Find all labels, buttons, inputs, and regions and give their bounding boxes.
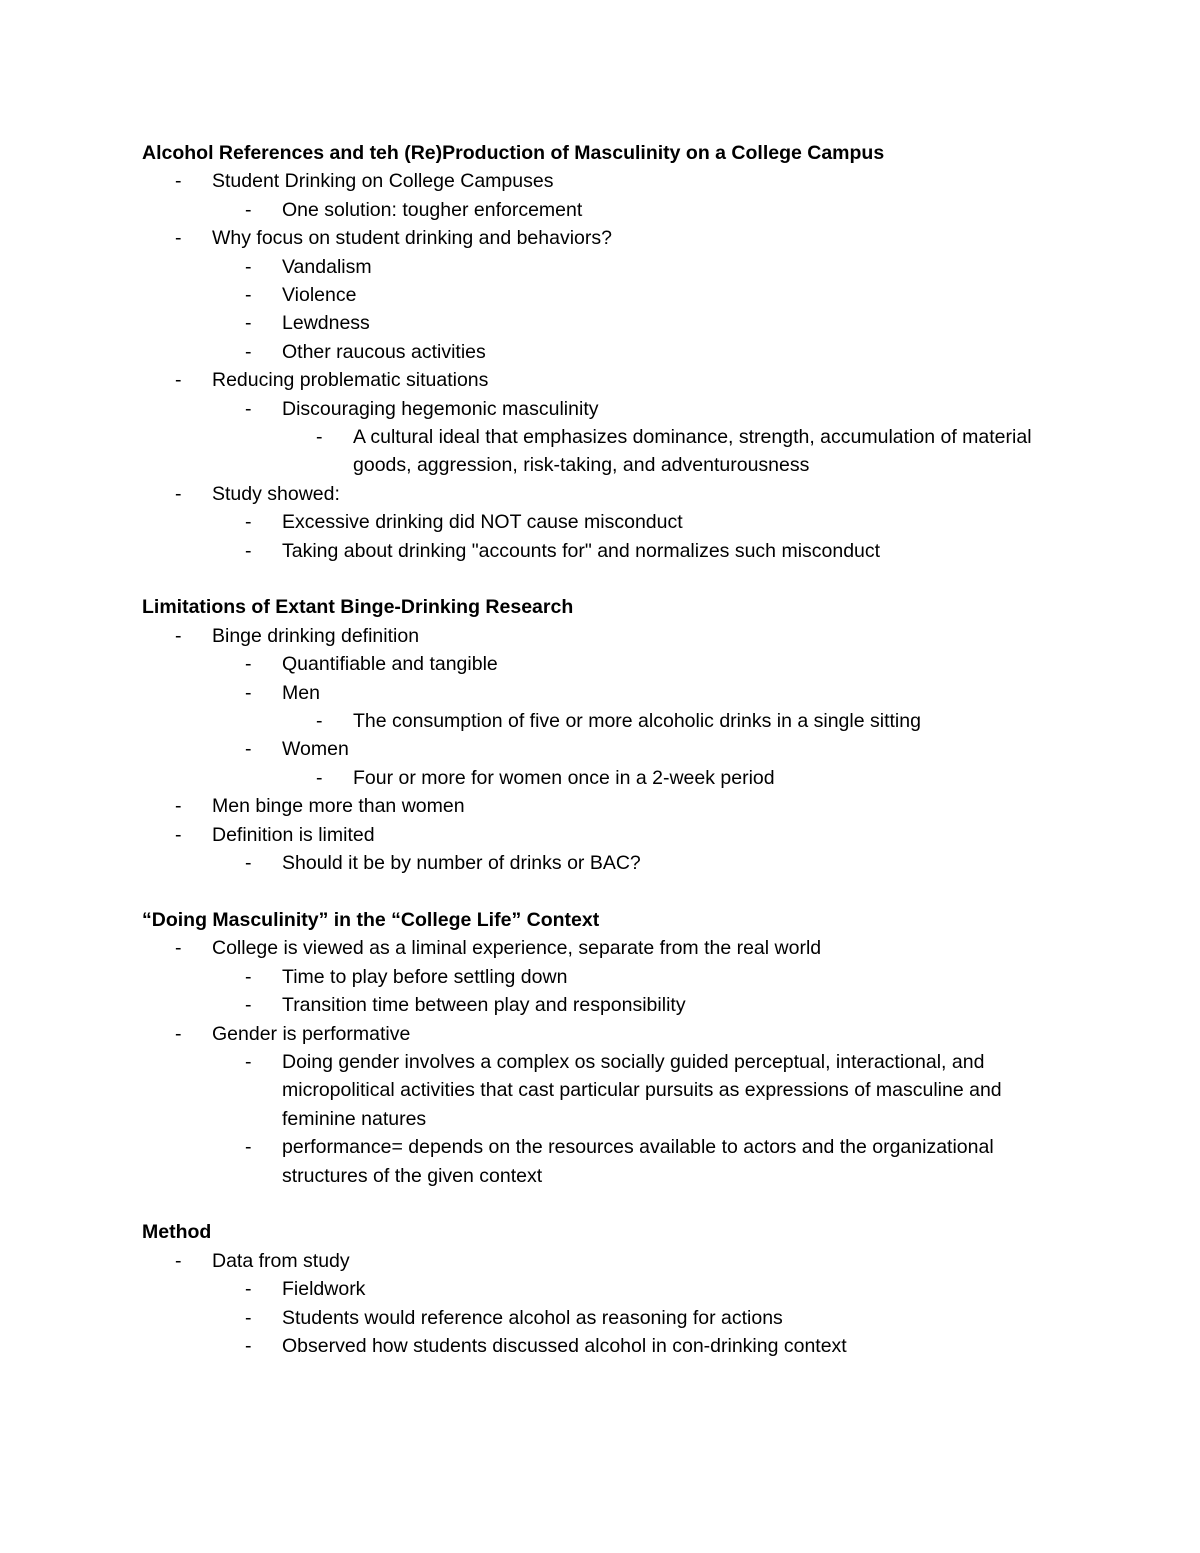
- bullet-dash: -: [245, 1334, 252, 1357]
- list-item-text: Data from study: [212, 1249, 350, 1272]
- list-item-text: Taking about drinking "accounts for" and normalizes such misconduct: [282, 539, 881, 562]
- bullet-dash: -: [245, 1050, 252, 1073]
- document-body: [142, 139, 1042, 1389]
- bullet-dash: -: [245, 965, 252, 988]
- list-item: [142, 622, 1042, 650]
- list-item: [142, 366, 1042, 394]
- bullet-dash: -: [245, 1306, 252, 1329]
- bullet-dash: -: [316, 710, 323, 733]
- list-item-text: Doing gender involves a complex os socially guided perceptual, interactional, and micropolitical activities that cast particular pursuits as expressions of masculine and feminine natures: [282, 1050, 1002, 1130]
- list-item-text: Excessive drinking did NOT cause misconduct: [282, 511, 683, 534]
- list-item: [142, 735, 1042, 763]
- bullet-dash: -: [175, 227, 182, 250]
- list-item-text: Why focus on student drinking and behaviors?: [212, 227, 612, 250]
- list-item-text: Time to play before settling down: [282, 965, 568, 988]
- list-item: [142, 167, 1042, 195]
- bullet-dash: -: [316, 426, 323, 449]
- bullet-dash: -: [245, 994, 252, 1017]
- bullet-dash: -: [175, 937, 182, 960]
- bullet-dash: -: [245, 255, 252, 278]
- list-item: [142, 1332, 1042, 1360]
- list-item: [142, 1133, 1042, 1190]
- list-item: [142, 991, 1042, 1019]
- section: [142, 906, 1042, 1190]
- list-item: [142, 1304, 1042, 1332]
- list-item: [142, 963, 1042, 991]
- list-item: [142, 849, 1042, 877]
- bullet-dash: -: [245, 738, 252, 761]
- list-item: [142, 196, 1042, 224]
- list-item-text: performance= depends on the resources available to actors and the organizational structures of the given context: [282, 1136, 994, 1187]
- section: [142, 139, 1042, 565]
- list-item: [142, 1020, 1042, 1048]
- list-item-text: Other raucous activities: [282, 340, 486, 363]
- bullet-dash: -: [245, 397, 252, 420]
- bullet-dash: -: [245, 511, 252, 534]
- list-item-text: Lewdness: [282, 312, 370, 335]
- section: [142, 593, 1042, 877]
- bullet-dash: -: [245, 284, 252, 307]
- list-item: [142, 253, 1042, 281]
- list-item-text: Binge drinking definition: [212, 624, 420, 647]
- list-item: [142, 707, 1042, 735]
- list-item-text: Vandalism: [282, 255, 372, 278]
- list-item: [142, 281, 1042, 309]
- list-item-text: Quantifiable and tangible: [282, 653, 498, 676]
- list-item: [142, 480, 1042, 508]
- list-item: [142, 338, 1042, 366]
- list-item: [142, 309, 1042, 337]
- list-item-text: Men: [282, 681, 320, 704]
- list-item: [142, 1048, 1042, 1133]
- list-item-text: Women: [282, 738, 349, 761]
- section: [142, 1218, 1042, 1360]
- section-heading: “Doing Masculinity” in the “College Life” Context: [142, 908, 600, 931]
- list-item: [142, 764, 1042, 792]
- list-item-text: The consumption of five or more alcoholic drinks in a single sitting: [353, 710, 921, 733]
- bullet-dash: -: [175, 369, 182, 392]
- list-item: [142, 792, 1042, 820]
- bullet-dash: -: [175, 624, 182, 647]
- list-item-text: Study showed:: [212, 482, 340, 505]
- bullet-dash: -: [245, 340, 252, 363]
- list-item: [142, 821, 1042, 849]
- bullet-dash: -: [245, 198, 252, 221]
- list-item: [142, 679, 1042, 707]
- bullet-dash: -: [175, 482, 182, 505]
- list-item-text: Students would reference alcohol as reasoning for actions: [282, 1306, 783, 1329]
- list-item-text: Should it be by number of drinks or BAC?: [282, 852, 641, 875]
- section-heading: Limitations of Extant Binge-Drinking Research: [142, 596, 574, 619]
- list-item: [142, 1275, 1042, 1303]
- bullet-dash: -: [175, 1249, 182, 1272]
- list-item-text: Fieldwork: [282, 1278, 366, 1301]
- bullet-dash: -: [245, 539, 252, 562]
- bullet-dash: -: [245, 1278, 252, 1301]
- bullet-dash: -: [175, 170, 182, 193]
- section-heading: Method: [142, 1221, 212, 1244]
- bullet-dash: -: [245, 1136, 252, 1159]
- list-item-text: A cultural ideal that emphasizes dominance, strength, accumulation of material goods, aggression, risk-taking, and adventurousness: [353, 426, 1032, 477]
- list-item-text: Four or more for women once in a 2-week period: [353, 766, 775, 789]
- bullet-dash: -: [245, 852, 252, 875]
- list-item-text: One solution: tougher enforcement: [282, 198, 583, 221]
- list-item: [142, 508, 1042, 536]
- list-item-text: Student Drinking on College Campuses: [212, 170, 554, 193]
- list-item-text: Gender is performative: [212, 1022, 411, 1045]
- list-item-text: Transition time between play and responsibility: [282, 994, 686, 1017]
- list-item: [142, 395, 1042, 423]
- list-item: [142, 423, 1042, 480]
- list-item: [142, 934, 1042, 962]
- list-item: [142, 224, 1042, 252]
- bullet-dash: -: [245, 653, 252, 676]
- list-item: [142, 537, 1042, 565]
- bullet-dash: -: [175, 823, 182, 846]
- list-item: [142, 1247, 1042, 1275]
- list-item-text: Definition is limited: [212, 823, 375, 846]
- list-item-text: Men binge more than women: [212, 795, 465, 818]
- list-item-text: Discouraging hegemonic masculinity: [282, 397, 599, 420]
- list-item-text: Reducing problematic situations: [212, 369, 489, 392]
- list-item-text: Observed how students discussed alcohol in con-drinking context: [282, 1334, 847, 1357]
- list-item: [142, 650, 1042, 678]
- list-item-text: Violence: [282, 284, 357, 307]
- bullet-dash: -: [175, 1022, 182, 1045]
- bullet-dash: -: [245, 312, 252, 335]
- list-item-text: College is viewed as a liminal experience, separate from the real world: [212, 937, 822, 960]
- bullet-dash: -: [245, 681, 252, 704]
- bullet-dash: -: [316, 766, 323, 789]
- bullet-dash: -: [175, 795, 182, 818]
- section-heading: Alcohol References and teh (Re)Production of Masculinity on a College Campus: [142, 142, 885, 164]
